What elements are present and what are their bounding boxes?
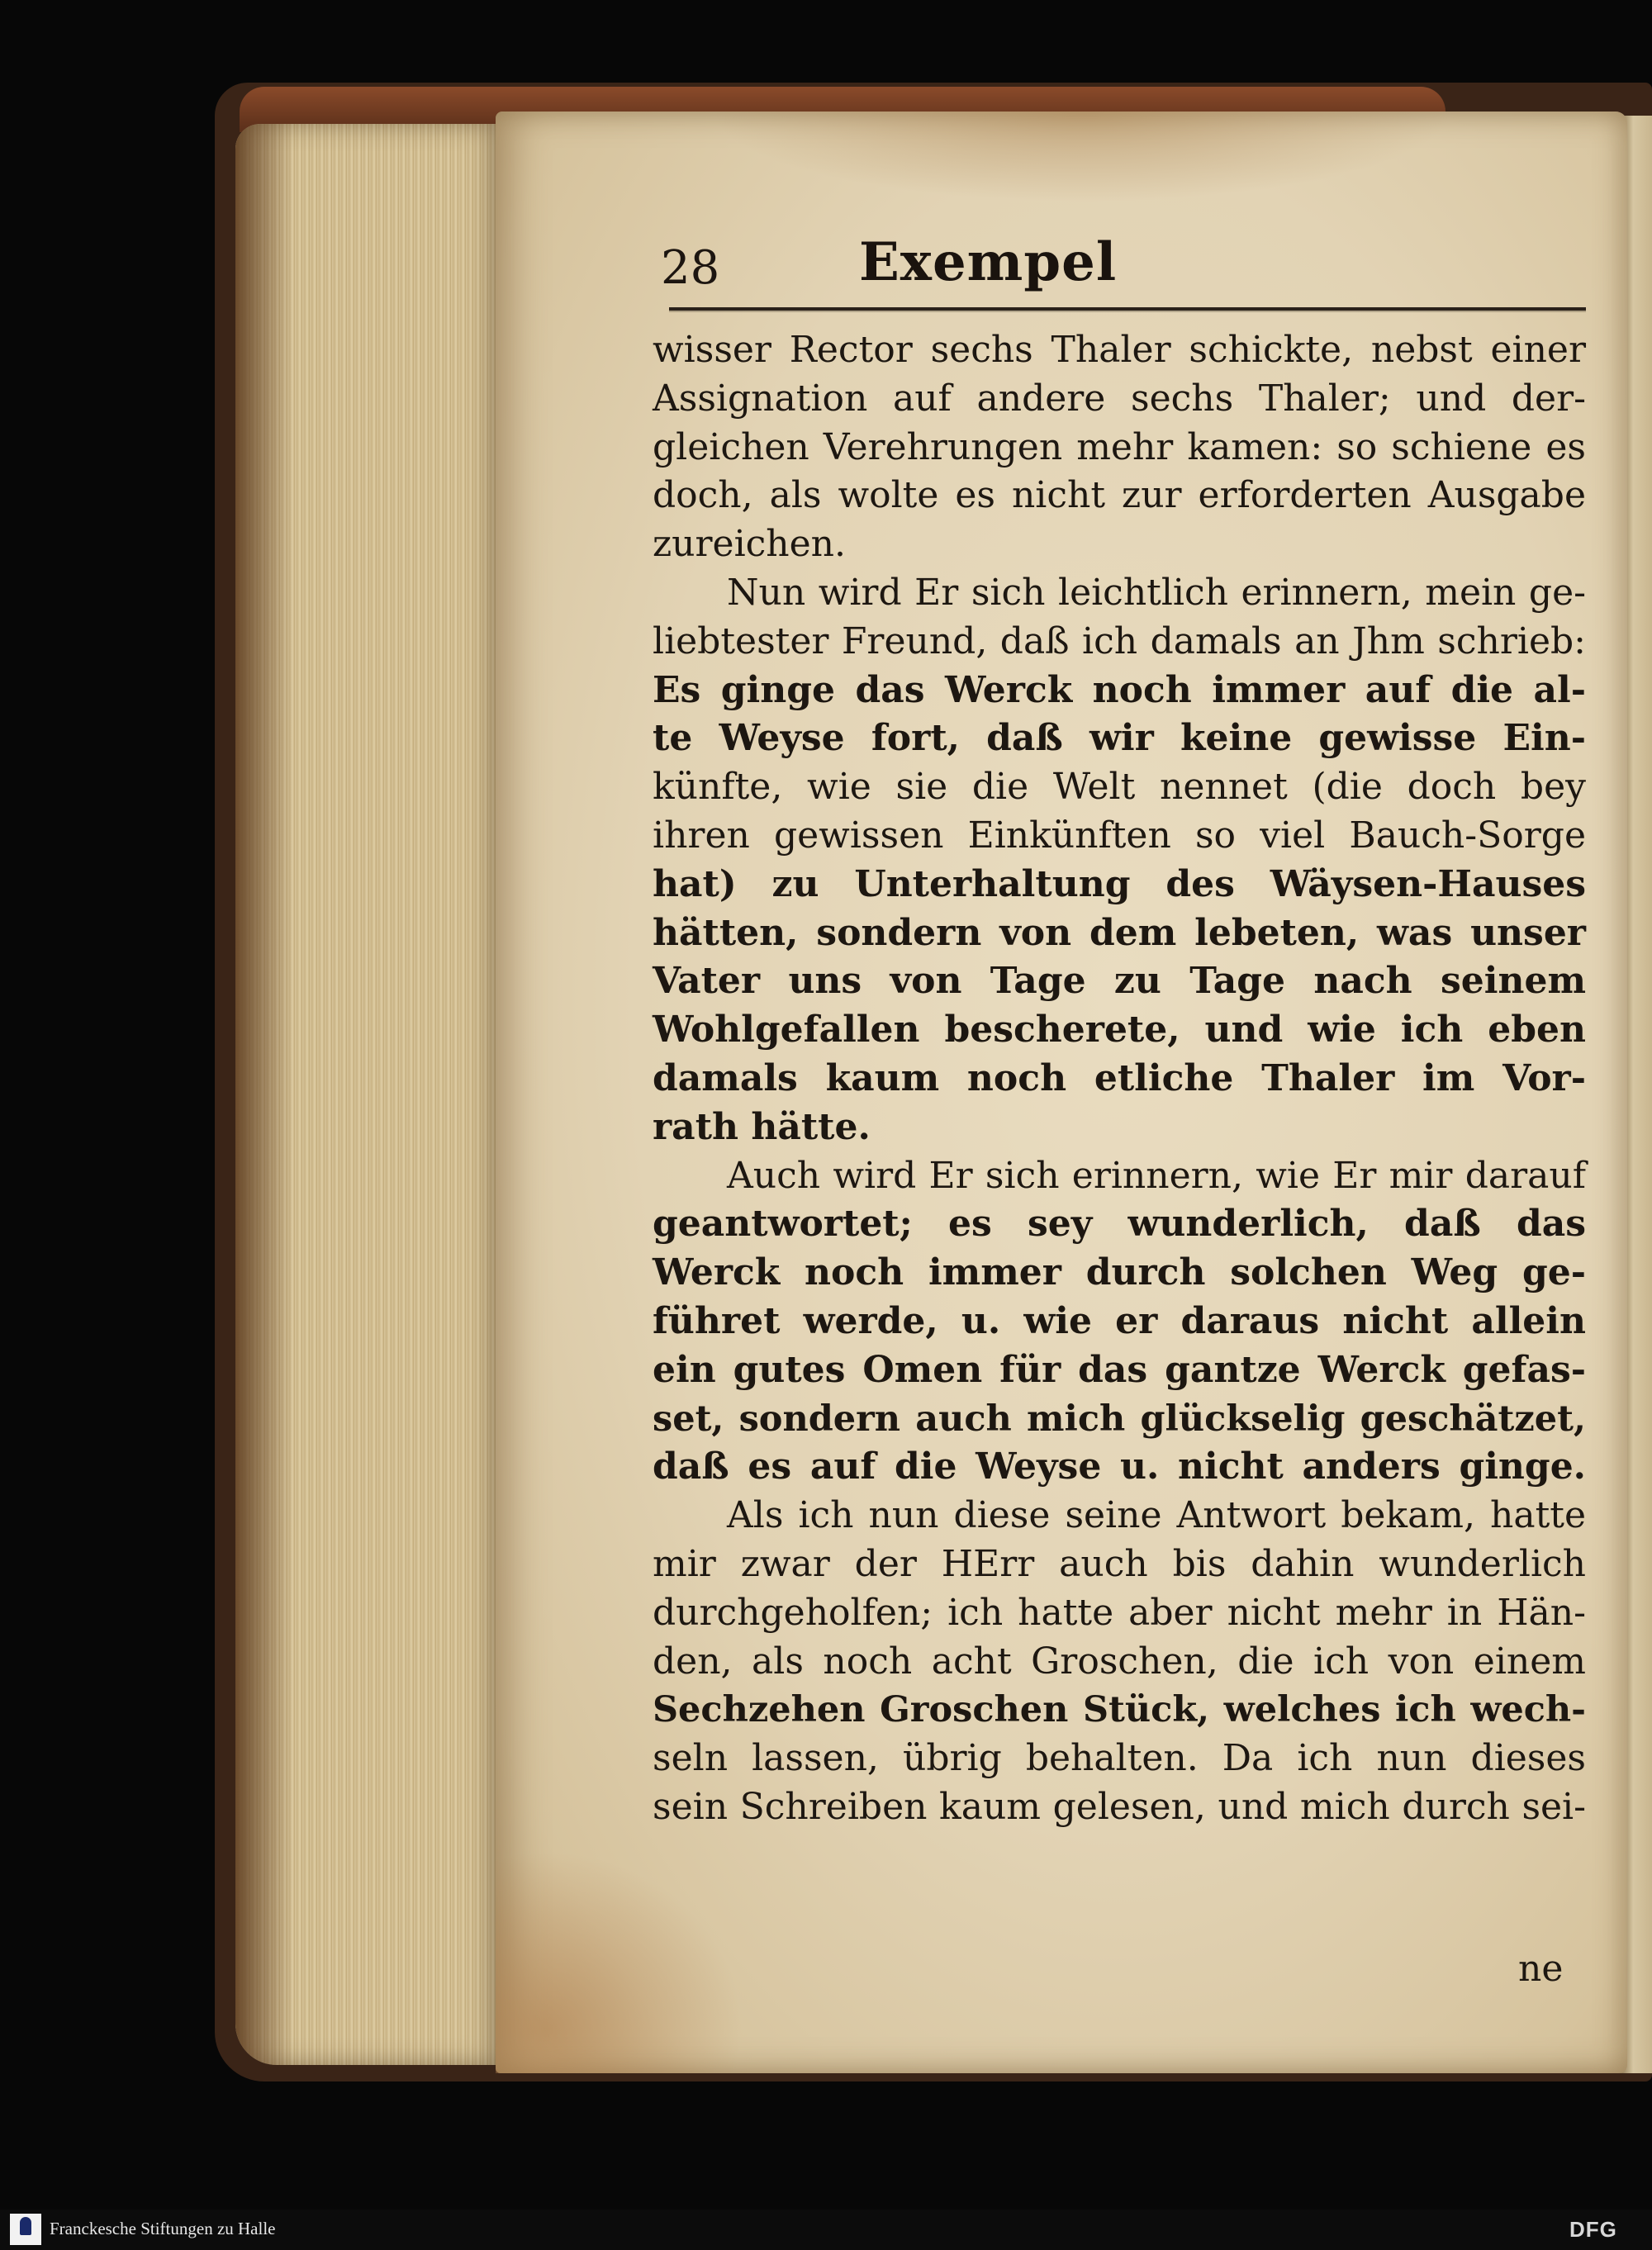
text-line: ein gutes Omen für das gantze Werck gefas- (653, 1348, 1586, 1391)
text-line: wisser Rector sechs Thaler schickte, nebst einer (653, 329, 1586, 371)
text-line: seln lassen, übrig behalten. Da ich nun dieses (653, 1737, 1586, 1780)
text-line: rath hätte. (653, 1105, 871, 1148)
text-line: Vater uns von Tage zu Tage nach seinem (653, 960, 1586, 1003)
page-number: 28 (661, 241, 720, 295)
institution-logo-mark (20, 2217, 31, 2235)
text-line: ihren gewissen Einkünften so viel Bauch-Sorge (653, 814, 1586, 857)
header-rule (669, 307, 1586, 311)
text-line: Assignation auf andere sechs Thaler; und der- (653, 377, 1586, 420)
text-line: künfte, wie sie die Welt nennet (die doch bey (653, 766, 1586, 809)
catchword: ne (1518, 1948, 1564, 1990)
page-title: Exempel (859, 231, 1118, 293)
text-line: hätten, sondern von dem lebeten, was unser (653, 911, 1586, 954)
text-line: mir zwar der HErr auch bis dahin wunderlich (653, 1542, 1586, 1585)
text-line: te Weyse fort, daß wir keine gewisse Ein- (653, 717, 1586, 760)
text-line: gleichen Verehrungen mehr kamen: so schiene es (653, 425, 1586, 468)
text-line: damals kaum noch etliche Thaler im Vor- (653, 1056, 1586, 1099)
text-line: set, sondern auch mich glückselig geschätzet, (653, 1398, 1586, 1440)
text-line: Werck noch immer durch solchen Weg ge- (653, 1251, 1586, 1294)
water-stain-bottom (496, 1850, 743, 2073)
body-text (653, 326, 1586, 1832)
text-line: Als ich nun diese seine Antwort bekam, hatte (727, 1494, 1586, 1537)
text-line: doch, als wolte es nicht zur erforderten Ausgabe (653, 474, 1586, 517)
text-line: Nun wird Er sich leichtlich erinnern, mein ge- (727, 571, 1586, 614)
text-line: den, als noch acht Groschen, die ich von einem (653, 1640, 1586, 1683)
text-line: Sechzehen Groschen Stück, welches ich wech- (653, 1689, 1586, 1731)
text-line: Auch wird Er sich erinnern, wie Er mir darauf (727, 1154, 1586, 1197)
dfg-logo: DFG (1569, 2217, 1617, 2242)
text-line: daß es auf die Weyse u. nicht anders ginge. (653, 1445, 1586, 1488)
text-line: liebtester Freund, daß ich damals an Jhm schrieb: (653, 619, 1586, 662)
text-line: hat) zu Unterhaltung des Wäysen-Hauses (653, 862, 1586, 905)
text-line: Es ginge das Werck noch immer auf die al- (653, 668, 1586, 711)
text-line: geantwortet; es sey wunderlich, daß das (653, 1203, 1586, 1246)
text-line: führet werde, u. wie er daraus nicht allein (653, 1299, 1586, 1342)
text-line: durchgeholfen; ich hatte aber nicht mehr in Hän- (653, 1591, 1586, 1634)
text-line: sein Schreiben kaum gelesen, und mich durch sei- (653, 1785, 1586, 1828)
water-stain-top (710, 112, 1454, 202)
text-line: zureichen. (653, 523, 847, 566)
page-edges-shadow (235, 124, 293, 2065)
text-line: Wohlgefallen bescherete, und wie ich eben (653, 1009, 1586, 1051)
footer-institution: Franckesche Stiftungen zu Halle (50, 2219, 276, 2238)
